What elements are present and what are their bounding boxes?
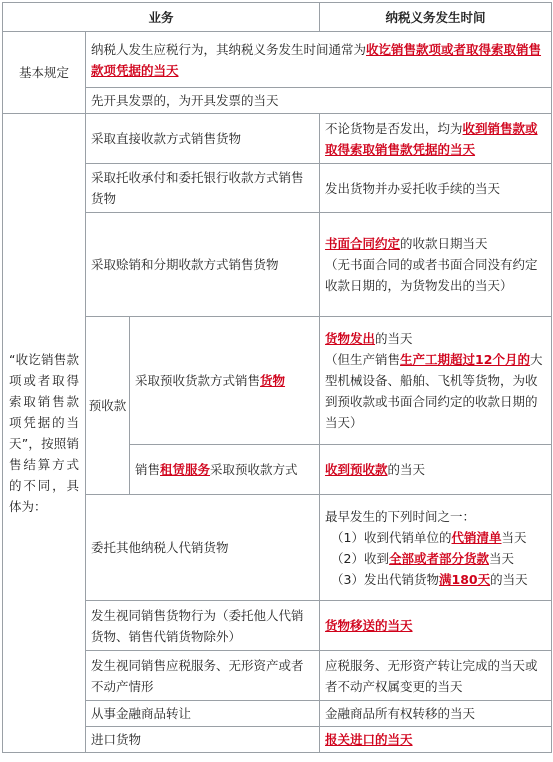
basic-rules-label: 基本规定 [3,32,86,114]
table-row [3,213,552,317]
biz-direct-collection: 采取直接收款方式销售货物 [86,114,320,164]
highlight-text: 货物 [260,373,286,388]
biz-collection-acceptance: 采取托收承付和委托银行收款方式销售货物 [86,164,320,213]
biz-prepaid-lease: 销售租赁服务采取预收款方式 [130,445,320,495]
header-row [3,3,552,32]
highlight-text: 满180天 [439,571,491,587]
time-deemed-services: 应税服务、无形资产转让完成的当天或者不动产权属变更的当天 [320,651,552,701]
highlight-text: 全部或者部分货款 [388,550,489,566]
biz-deemed-goods: 发生视同销售货物行为（委托他人代销货物、销售代销货物除外） [86,601,320,651]
time-deemed-goods [320,601,552,651]
highlight-text: 生产工期超过12个月的 [400,352,530,367]
highlight-text: 收到预收款 [325,462,388,477]
highlight-text: 报关进口的当天 [325,732,413,747]
time-consignment: 最早发生的下列时间之一： （1）收到代销单位的代销清单当天 （2）收到全部或者部分货款当天 （3）发出代销货物满180天的当天 [320,495,552,601]
settlement-methods-label: “收讫销售款项或者取得索取销售款项凭据的当天”，按照销售结算方式的不同，具体为： [3,114,86,753]
biz-credit-installment: 采取赊销和分期收款方式销售货物 [86,213,320,317]
biz-import-goods: 进口货物 [86,727,320,753]
basic-rule-general: 纳税人发生应税行为，其纳税义务发生时间通常为收讫销售款项或者取得索取销售款项凭据的当天 [86,32,552,88]
time-financial-products: 金融商品所有权转移的当天 [320,701,552,727]
table-row [3,727,552,753]
biz-consignment: 委托其他纳税人代销货物 [86,495,320,601]
table-row [3,114,552,164]
prepayment-label: 预收款 [86,317,130,495]
table-row [3,701,552,727]
highlight-text: 收讫销售款项或者取得索取销售款项凭据的当天 [91,41,542,78]
table-row [3,651,552,701]
tax-obligation-table [2,2,552,753]
time-collection-acceptance: 发出货物并办妥托收手续的当天 [320,164,552,213]
highlight-text: 货物移送的当天 [325,618,413,633]
highlight-text: 租赁服务 [160,462,211,477]
table-row [3,495,552,601]
biz-deemed-services: 发生视同销售应税服务、无形资产或者不动产情形 [86,651,320,701]
highlight-text: 代销清单 [451,529,502,545]
time-direct-collection: 不论货物是否发出，均为收到销售款或取得索取销售款凭据的当天 [320,114,552,164]
time-credit-installment: 书面合同约定的收款日期当天 （无书面合同的或者书面合同没有约定收款日期的，为货物发出的当天） [320,213,552,317]
header-business: 业务 [3,3,320,32]
biz-prepaid-goods: 采取预收货款方式销售货物 [130,317,320,445]
biz-financial-products: 从事金融商品转让 [86,701,320,727]
basic-rule-invoice: 先开具发票的，为开具发票的当天 [86,88,552,114]
time-import-goods [320,727,552,753]
time-prepaid-goods: 货物发出的当天 （但生产销售生产工期超过12个月的大型机械设备、船舶、飞机等货物，为收到预收款或书面合同约定的收款日期的当天） [320,317,552,445]
table-row [3,88,552,114]
header-time: 纳税义务发生时间 [320,3,552,32]
highlight-text: 书面合同约定 [325,236,401,251]
time-prepaid-lease: 收到预收款的当天 [320,445,552,495]
table-row [3,32,552,88]
table-row [3,317,552,445]
table-row [3,601,552,651]
table-row [3,164,552,213]
highlight-text: 收到销售款或取得索取销售款凭据的当天 [325,120,538,157]
highlight-text: 货物发出 [325,331,376,346]
